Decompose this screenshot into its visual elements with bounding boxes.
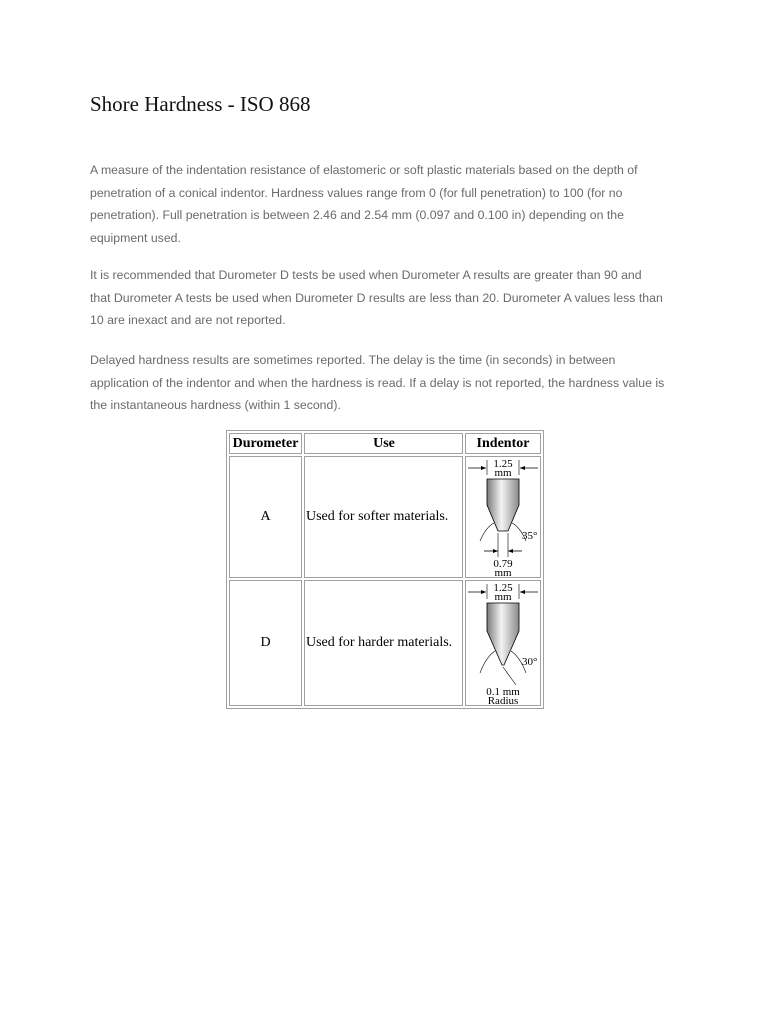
leader-line: [503, 667, 516, 685]
table-row: [229, 456, 541, 578]
paragraph-line: that Durometer A tests be used when Durometer D results are less than 20. Durometer A values less than: [90, 290, 663, 305]
table-row: [229, 580, 541, 706]
top-diameter-value: 1.25: [493, 582, 513, 594]
paragraph-line: equipment used.: [90, 230, 181, 245]
indentor-cell: [465, 456, 541, 578]
top-diameter-unit: mm: [494, 467, 512, 479]
durometer-table: [226, 430, 544, 709]
arrow-head: [508, 549, 513, 553]
header-durometer: Durometer: [229, 433, 302, 454]
cone-angle: 30°: [522, 656, 538, 668]
durometer-type: A: [229, 456, 302, 578]
angle-arc: [480, 523, 494, 541]
durometer-use: Used for harder materials.: [304, 580, 463, 706]
tip-diameter-value: 0.79: [493, 558, 513, 570]
arrow-head: [481, 466, 486, 470]
top-diameter-value: 1.25: [493, 458, 513, 470]
tip-radius-value: 0.1 mm: [486, 686, 520, 698]
paragraph-definition: [90, 159, 690, 249]
page-title: Shore Hardness - ISO 868: [90, 92, 311, 116]
durometer-type: D: [229, 580, 302, 706]
tip-diameter-unit: mm: [494, 567, 512, 577]
paragraph-line: penetration). Full penetration is between 2.46 and 2.54 mm (0.097 and 0.100 in) depending on the: [90, 208, 624, 222]
arrow-head: [520, 466, 525, 470]
indentor-a-diagram: [466, 457, 540, 577]
tip-radius-unit: Radius: [487, 695, 519, 705]
header-use: Use: [304, 433, 463, 454]
arrow-head: [481, 590, 486, 594]
paragraph-line: 10 are inexact and are not reported.: [90, 313, 286, 327]
indentor-cell: [465, 580, 541, 706]
arrow-head: [520, 590, 525, 594]
indentor-d-diagram: [466, 581, 540, 705]
paragraph-line: penetration of a conical indentor. Hardness values range from 0 (for full penetration) to 100 (for no: [90, 185, 623, 200]
indentor-d-body: [487, 603, 519, 665]
arrow-head: [493, 549, 498, 553]
cone-angle: 35°: [522, 530, 538, 542]
paragraph-delay: [90, 349, 690, 417]
header-indentor: Indentor: [465, 433, 541, 454]
top-diameter-unit: mm: [494, 591, 512, 603]
table-header-row: [229, 433, 541, 454]
durometer-use: Used for softer materials.: [304, 456, 463, 578]
paragraph-line: Delayed hardness results are sometimes reported. The delay is the time (in seconds) in between: [90, 353, 616, 367]
paragraph-line: application of the indentor and when the hardness is read. If a delay is not reported, the hardness value is: [90, 375, 665, 390]
paragraph-line: A measure of the indentation resistance of elastomeric or soft plastic materials based on the depth of: [90, 163, 638, 177]
indentor-a-body: [487, 479, 519, 531]
paragraph-recommendation: [90, 264, 690, 332]
paragraph-line: the instantaneous hardness (within 1 second).: [90, 398, 341, 412]
paragraph-line: It is recommended that Durometer D tests be used when Durometer A results are greater than 90 and: [90, 268, 642, 282]
angle-arc: [480, 651, 495, 673]
